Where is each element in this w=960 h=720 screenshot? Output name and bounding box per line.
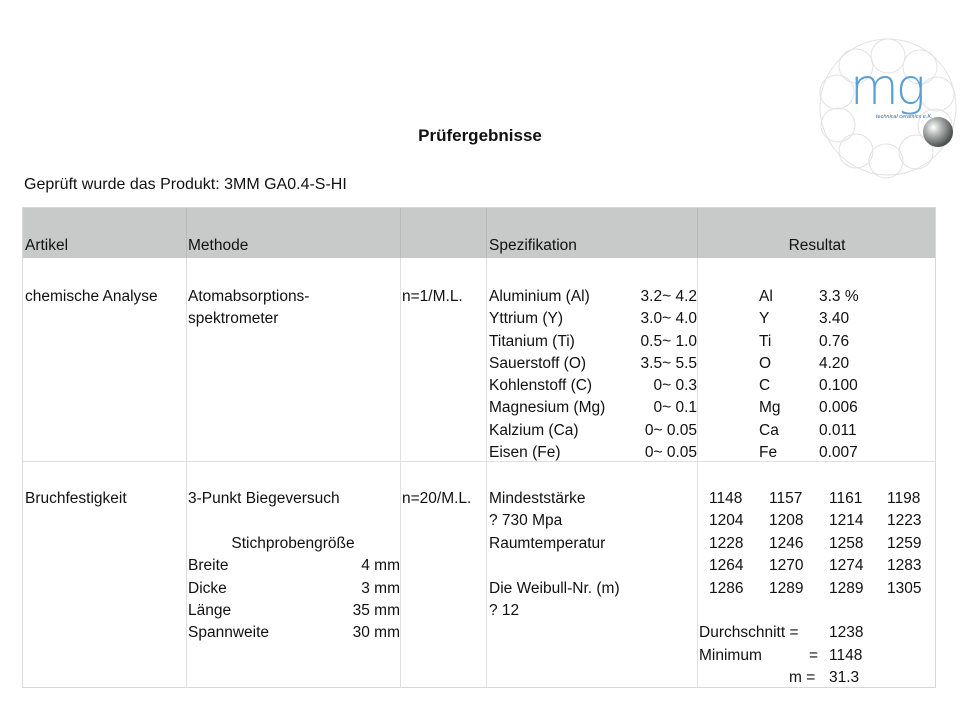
methode-bruch: 3-Punkt Biegeversuch bbox=[188, 490, 340, 507]
spec-name: Titanium (Ti) bbox=[489, 333, 575, 350]
header-resultat: Resultat bbox=[788, 237, 846, 254]
logo-subtext: technical ceramics e.K. bbox=[876, 114, 933, 120]
minimum-eq: = bbox=[809, 647, 819, 664]
result-cell: 1246 bbox=[769, 535, 804, 552]
minimum-value: 1148 bbox=[829, 647, 863, 664]
result-value: 4.20 bbox=[819, 355, 850, 372]
result-value: 0.006 bbox=[819, 399, 858, 416]
result-cell: 1270 bbox=[769, 557, 804, 574]
result-symbol: Y bbox=[759, 310, 770, 327]
dimension-label: Spannweite bbox=[188, 624, 270, 641]
dimension-value: 4 mm bbox=[361, 557, 400, 574]
result-value: 0.100 bbox=[819, 377, 858, 394]
result-cell: 1274 bbox=[829, 557, 864, 574]
company-logo bbox=[816, 34, 960, 180]
result-cell: 1157 bbox=[769, 490, 803, 507]
spec-line: ? 12 bbox=[489, 602, 520, 619]
result-value: 3.40 bbox=[819, 310, 850, 327]
header-methode: Methode bbox=[188, 237, 249, 254]
dimension-value: 3 mm bbox=[361, 580, 400, 597]
spec-line: Raumtemperatur bbox=[489, 535, 606, 552]
result-cell: 1264 bbox=[709, 557, 744, 574]
durchschnitt-value: 1238 bbox=[829, 624, 864, 641]
result-value: 0.76 bbox=[819, 333, 850, 350]
result-cell: 1305 bbox=[887, 580, 922, 597]
durchschnitt-label: Durchschnitt = bbox=[699, 624, 799, 641]
spec-range: 0.5~ 1.0 bbox=[640, 333, 697, 350]
spec-range: 0~ 0.05 bbox=[644, 422, 697, 439]
stichproben-title: Stichprobengröße bbox=[231, 535, 355, 552]
sample-bruch: n=20/M.L. bbox=[402, 490, 472, 507]
result-cell: 1223 bbox=[887, 512, 922, 529]
artikel-chem: chemische Analyse bbox=[25, 288, 158, 305]
weibull-m-label: m = bbox=[789, 669, 816, 686]
spec-line: Die Weibull-Nr. (m) bbox=[489, 580, 620, 597]
result-cell: 1228 bbox=[709, 535, 744, 552]
spec-range: 3.2~ 4.2 bbox=[640, 288, 697, 305]
result-cell: 1258 bbox=[829, 535, 864, 552]
spec-range: 0~ 0.3 bbox=[653, 377, 697, 394]
spec-name: Magnesium (Mg) bbox=[489, 399, 606, 416]
header-spezifikation: Spezifikation bbox=[489, 237, 577, 254]
spec-name: Sauerstoff (O) bbox=[489, 355, 587, 372]
results-table bbox=[22, 207, 936, 688]
dimension-label: Länge bbox=[188, 602, 232, 619]
spec-name: Eisen (Fe) bbox=[489, 444, 561, 461]
spec-line: Mindeststärke bbox=[489, 490, 586, 507]
result-value: 3.3 % bbox=[819, 288, 859, 305]
methode-chem-line2: spektrometer bbox=[188, 310, 279, 327]
result-cell: 1286 bbox=[709, 580, 744, 597]
result-symbol: Ca bbox=[759, 422, 779, 439]
minimum-label: Minimum bbox=[699, 647, 762, 664]
spec-range: 0~ 0.05 bbox=[644, 444, 697, 461]
result-cell: 1289 bbox=[769, 580, 804, 597]
result-cell: 1214 bbox=[829, 512, 864, 529]
result-cell: 1204 bbox=[709, 512, 744, 529]
header-artikel: Artikel bbox=[25, 237, 69, 254]
dimension-label: Breite bbox=[188, 557, 229, 574]
result-value: 0.011 bbox=[819, 422, 857, 439]
weibull-m-value: 31.3 bbox=[829, 669, 860, 686]
sample-chem: n=1/M.L. bbox=[402, 288, 463, 305]
result-cell: 1198 bbox=[887, 490, 921, 507]
result-symbol: O bbox=[759, 355, 772, 372]
methode-chem-line1: Atomabsorptions- bbox=[188, 288, 310, 305]
dimension-value: 30 mm bbox=[352, 624, 400, 641]
spec-range: 0~ 0.1 bbox=[653, 399, 697, 416]
product-line: Geprüft wurde das Produkt: 3MM GA0.4-S-HI bbox=[24, 176, 347, 193]
result-cell: 1148 bbox=[709, 490, 743, 507]
spec-line: ? 730 Mpa bbox=[489, 512, 563, 529]
dimension-value: 35 mm bbox=[352, 602, 400, 619]
spec-name: Yttrium (Y) bbox=[489, 310, 564, 327]
result-symbol: Al bbox=[759, 288, 773, 305]
result-symbol: C bbox=[759, 377, 771, 394]
spec-name: Aluminium (Al) bbox=[489, 288, 590, 305]
result-cell: 1283 bbox=[887, 557, 922, 574]
result-symbol: Mg bbox=[759, 399, 781, 416]
spec-range: 3.5~ 5.5 bbox=[640, 355, 697, 372]
logo-text: mg bbox=[850, 58, 923, 116]
page-title: Prüfergebnisse bbox=[418, 126, 542, 145]
result-symbol: Ti bbox=[759, 333, 772, 350]
result-value: 0.007 bbox=[819, 444, 858, 461]
result-cell: 1289 bbox=[829, 580, 864, 597]
spec-name: Kohlenstoff (C) bbox=[489, 377, 593, 394]
result-symbol: Fe bbox=[759, 444, 778, 461]
spec-range: 3.0~ 4.0 bbox=[640, 310, 697, 327]
row-divider bbox=[23, 461, 935, 462]
artikel-bruch: Bruchfestigkeit bbox=[25, 490, 127, 507]
result-cell: 1259 bbox=[887, 535, 922, 552]
result-cell: 1208 bbox=[769, 512, 804, 529]
result-cell: 1161 bbox=[829, 490, 863, 507]
dimension-label: Dicke bbox=[188, 580, 227, 597]
spec-name: Kalzium (Ca) bbox=[489, 422, 579, 439]
